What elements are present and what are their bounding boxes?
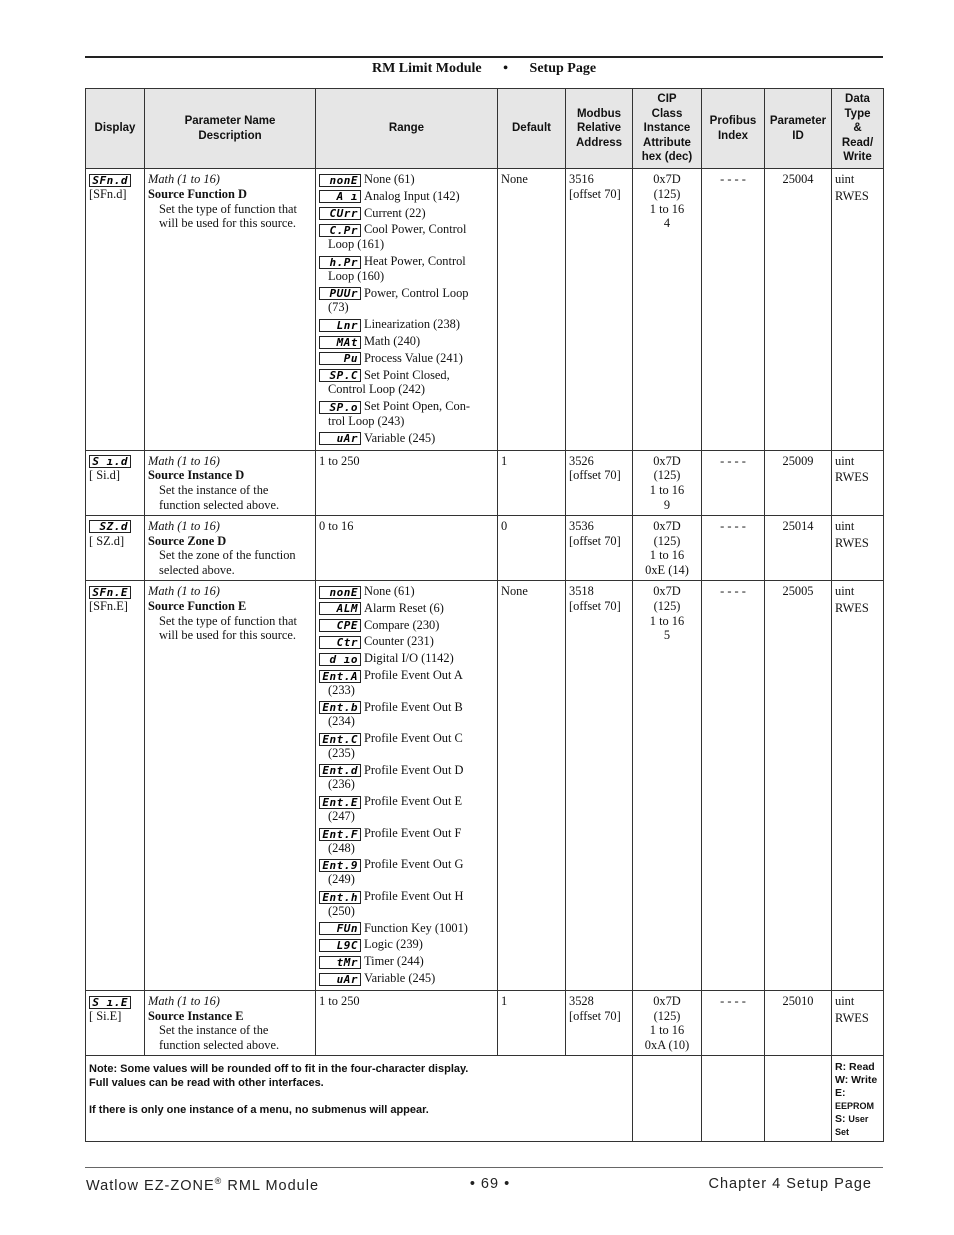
- lcd-display: ALM: [319, 602, 361, 615]
- legend-eeprom: EEPROM: [835, 1101, 875, 1112]
- parameter-description: Set the type of function that will be used for this source.: [159, 201, 297, 231]
- range-option: [319, 189, 494, 204]
- data-type-cell: [832, 990, 884, 1055]
- range-option: [319, 700, 494, 730]
- lcd-display: S ı.E: [89, 996, 131, 1009]
- lcd-display: nonE: [319, 586, 361, 599]
- lcd-display: Ent.F: [319, 828, 361, 841]
- description-cell: [145, 580, 316, 990]
- range-option-continuation: Loop (160): [328, 268, 385, 283]
- display-code: [SFn.E]: [89, 598, 128, 613]
- range-text: 1 to 250: [319, 993, 360, 1008]
- cip-line: (125): [653, 468, 681, 483]
- legend-cell: [832, 1056, 884, 1142]
- range-option: [319, 971, 494, 986]
- lcd-display: SZ.d: [89, 520, 131, 533]
- legend-key: E:: [835, 1087, 846, 1100]
- range-cell: [316, 515, 498, 580]
- range-option: [319, 431, 494, 446]
- range-option: [319, 921, 494, 936]
- cip-cell: [633, 450, 702, 515]
- lcd-display: CUrr: [319, 207, 361, 220]
- range-option-continuation: (248): [328, 840, 355, 855]
- range-option-label: Set Point Open, Con-: [364, 399, 471, 414]
- data-type-cell: [832, 580, 884, 990]
- range-option-label: Analog Input (142): [364, 188, 460, 203]
- legend-user-set: User Set: [835, 1114, 869, 1138]
- range-option: [319, 763, 494, 793]
- range-option-label: Digital I/O (1142): [364, 651, 454, 666]
- range-option-label: Variable (245): [364, 430, 436, 445]
- range-cell: [316, 580, 498, 990]
- range-option-label: Profile Event Out G: [364, 857, 464, 872]
- range-option-continuation: (250): [328, 903, 355, 918]
- range-option-label: Math (240): [364, 333, 421, 348]
- lcd-display: Ent.9: [319, 859, 361, 872]
- read-write: RWES: [835, 535, 869, 550]
- description-cell: [145, 515, 316, 580]
- footer-chapter: Chapter 4 Setup Page: [708, 1176, 872, 1192]
- cip-line: 9: [663, 497, 671, 512]
- range-option-label: Profile Event Out A: [364, 667, 463, 682]
- lcd-display: PUUr: [319, 287, 361, 300]
- empty-cell: [633, 1056, 702, 1142]
- lcd-display: A ı: [319, 190, 361, 203]
- display-code: [SFn.d]: [89, 186, 127, 201]
- profibus-cell: - - - -: [702, 580, 765, 990]
- range-option-label: Counter (231): [364, 634, 434, 649]
- description-cell: [145, 169, 316, 451]
- cip-line: 1 to 16: [649, 483, 685, 498]
- modbus-offset: [offset 70]: [569, 533, 621, 548]
- lcd-display: Ent.b: [319, 701, 361, 714]
- cip-line: 0x7D: [653, 453, 681, 468]
- range-option-label: Profile Event Out C: [364, 731, 463, 746]
- description-cell: [145, 990, 316, 1055]
- range-option-label: Set Point Closed,: [364, 367, 450, 382]
- legend-key: S:: [835, 1113, 846, 1126]
- range-option-label: Current (22): [364, 205, 426, 220]
- cip-line: 0xA (10): [644, 1038, 690, 1053]
- lcd-display: SFn.d: [89, 174, 131, 187]
- lcd-display: Pu: [319, 352, 361, 365]
- range-option-label: Profile Event Out H: [364, 889, 464, 904]
- parameter-description: Set the type of function that will be used for this source.: [159, 613, 297, 643]
- lcd-display: Ent.h: [319, 891, 361, 904]
- range-option: [319, 351, 494, 366]
- display-cell: [86, 515, 145, 580]
- profibus-cell: - - - -: [702, 990, 765, 1055]
- lcd-display: S ı.d: [89, 455, 131, 468]
- footer-left: [86, 1176, 319, 1194]
- col-header: Profibus Index: [702, 89, 765, 169]
- cip-line: 1 to 16: [649, 201, 685, 216]
- note-line: If there is only one instance of a menu, no submenus will appear.: [89, 1104, 429, 1117]
- range-option: [319, 317, 494, 332]
- legend-write: Write: [851, 1074, 878, 1087]
- math-range: Math (1 to 16): [148, 453, 220, 468]
- range-option-label: Linearization (238): [364, 317, 460, 332]
- modbus-address: 3526: [569, 453, 594, 468]
- range-option: [319, 731, 494, 761]
- range-cell: [316, 990, 498, 1055]
- lcd-display: d ıo: [319, 653, 361, 666]
- display-code: [ Si.E]: [89, 1008, 122, 1023]
- cip-cell: [633, 169, 702, 451]
- cip-line: 1 to 16: [649, 548, 685, 563]
- cip-line: 0x7D: [653, 518, 681, 533]
- page-header: [85, 61, 883, 77]
- range-option: [319, 584, 494, 599]
- top-rule: [85, 56, 883, 58]
- table-row: [86, 450, 884, 515]
- profibus-cell: - - - -: [702, 169, 765, 451]
- display-cell: [86, 580, 145, 990]
- bottom-rule: [85, 1167, 883, 1168]
- table-row: [86, 580, 884, 990]
- registered-mark: ®: [214, 1176, 223, 1186]
- parameter-name: Source Function D: [148, 186, 247, 201]
- modbus-cell: [566, 515, 633, 580]
- cip-cell: [633, 990, 702, 1055]
- display-cell: [86, 450, 145, 515]
- profibus-cell: - - - -: [702, 450, 765, 515]
- range-option-label: Cool Power, Control: [364, 222, 467, 237]
- cip-cell: [633, 580, 702, 990]
- default-cell: None: [498, 580, 566, 990]
- lcd-display: tMr: [319, 956, 361, 969]
- range-option-label: Function Key (1001): [364, 920, 468, 935]
- cip-line: 4: [663, 216, 671, 231]
- legend-key: R:: [835, 1061, 847, 1074]
- cip-line: (125): [653, 598, 681, 613]
- parameter-name: Source Zone D: [148, 533, 227, 548]
- default-cell: 0: [498, 515, 566, 580]
- data-type-cell: [832, 515, 884, 580]
- range-option: [319, 172, 494, 187]
- note-line: Note: Some values will be rounded off to fit in the four-character display.: [89, 1063, 469, 1076]
- col-header: Parameter ID: [765, 89, 832, 169]
- range-option-continuation: trol Loop (243): [328, 413, 405, 428]
- range-option: [319, 651, 494, 666]
- range-option: [319, 368, 494, 398]
- modbus-address: 3518: [569, 583, 594, 598]
- range-option: [319, 206, 494, 221]
- parameter-id-cell: 25005: [765, 580, 832, 990]
- range-option-continuation: (247): [328, 809, 355, 824]
- lcd-display: Ctr: [319, 636, 361, 649]
- table-row: [86, 990, 884, 1055]
- range-option: [319, 399, 494, 429]
- description-cell: [145, 450, 316, 515]
- modbus-cell: [566, 580, 633, 990]
- default-cell: None: [498, 169, 566, 451]
- range-option: [319, 634, 494, 649]
- range-option-label: None (61): [364, 172, 415, 186]
- cip-line: 0x7D: [653, 583, 681, 598]
- display-cell: [86, 990, 145, 1055]
- col-header: Range: [316, 89, 498, 169]
- col-header: CIP Class Instance Attribute hex (dec): [633, 89, 702, 169]
- cip-line: 1 to 16: [649, 613, 685, 628]
- range-option-continuation: (73): [328, 300, 349, 315]
- modbus-offset: [offset 70]: [569, 1008, 621, 1023]
- math-range: Math (1 to 16): [148, 583, 220, 598]
- lcd-display: uAr: [319, 432, 361, 445]
- range-option: [319, 826, 494, 856]
- cip-line: 5: [663, 628, 671, 643]
- lcd-display: Ent.C: [319, 733, 361, 746]
- parameter-id-cell: 25009: [765, 450, 832, 515]
- lcd-display: C.Pr: [319, 224, 361, 237]
- data-type-cell: [832, 169, 884, 451]
- lcd-display: CPE: [319, 619, 361, 632]
- range-option-label: Heat Power, Control: [364, 253, 466, 268]
- range-option-label: Profile Event Out F: [364, 825, 462, 840]
- parameter-name: Source Instance D: [148, 468, 245, 483]
- note-cell: [86, 1056, 633, 1142]
- parameter-id-cell: 25014: [765, 515, 832, 580]
- range-option: [319, 889, 494, 919]
- range-option: [319, 286, 494, 316]
- range-option: [319, 222, 494, 252]
- data-type: uint: [835, 518, 855, 533]
- data-type: uint: [835, 583, 855, 598]
- lcd-display: SP.C: [319, 369, 361, 382]
- lcd-display: Lnr: [319, 319, 361, 332]
- table-header-row: [86, 89, 884, 169]
- range-option-continuation: (235): [328, 745, 355, 760]
- range-option-continuation: Loop (161): [328, 237, 385, 252]
- lcd-display: L9C: [319, 939, 361, 952]
- range-option-continuation: (234): [328, 714, 355, 729]
- note-row: [86, 1056, 884, 1142]
- range-option-label: Profile Event Out B: [364, 699, 463, 714]
- data-type: uint: [835, 453, 855, 468]
- range-option-label: Compare (230): [364, 617, 440, 632]
- read-write: RWES: [835, 1010, 869, 1025]
- header-bullet: •: [503, 61, 509, 76]
- range-option-continuation: (236): [328, 777, 355, 792]
- header-module: RM Limit Module: [371, 61, 482, 76]
- range-text: 0 to 16: [319, 518, 354, 533]
- legend-key: W:: [835, 1074, 849, 1087]
- data-type-cell: [832, 450, 884, 515]
- modbus-offset: [offset 70]: [569, 468, 621, 483]
- range-cell: [316, 450, 498, 515]
- cip-cell: [633, 515, 702, 580]
- range-option-label: Power, Control Loop: [364, 285, 469, 300]
- lcd-display: uAr: [319, 973, 361, 986]
- empty-cell: [765, 1056, 832, 1142]
- modbus-address: 3528: [569, 993, 594, 1008]
- footer-product: Watlow EZ-ZONE: [86, 1177, 215, 1194]
- header-page: Setup Page: [529, 61, 597, 76]
- range-option-label: Variable (245): [364, 971, 436, 986]
- parameter-id-cell: 25004: [765, 169, 832, 451]
- lcd-display: Ent.A: [319, 670, 361, 683]
- range-option: [319, 668, 494, 698]
- parameter-description: Set the zone of the function selected above.: [159, 548, 296, 578]
- parameter-name: Source Function E: [148, 598, 247, 613]
- lcd-display: FUn: [319, 922, 361, 935]
- range-option: [319, 254, 494, 284]
- default-cell: 1: [498, 990, 566, 1055]
- display-cell: [86, 169, 145, 451]
- default-cell: 1: [498, 450, 566, 515]
- legend-read: Read: [849, 1061, 875, 1074]
- footer-page-number: • 69 •: [469, 1176, 511, 1192]
- math-range: Math (1 to 16): [148, 993, 220, 1008]
- range-option: [319, 618, 494, 633]
- math-range: Math (1 to 16): [148, 172, 220, 186]
- range-option: [319, 334, 494, 349]
- parameter-id-cell: 25010: [765, 990, 832, 1055]
- footer-module: RML Module: [227, 1177, 320, 1194]
- col-header: Data Type & Read/ Write: [832, 89, 884, 169]
- parameter-description: Set the instance of the function selected above.: [159, 1023, 280, 1053]
- range-option-label: Timer (244): [364, 954, 424, 969]
- range-option-label: Profile Event Out D: [364, 762, 464, 777]
- modbus-address: 3536: [569, 518, 594, 533]
- range-option: [319, 954, 494, 969]
- cip-line: 0xE (14): [645, 563, 689, 578]
- col-header: Parameter Name Description: [145, 89, 316, 169]
- cip-line: (125): [653, 186, 681, 201]
- col-header: Display: [86, 89, 145, 169]
- read-write: RWES: [835, 470, 869, 485]
- range-option-continuation: (249): [328, 872, 355, 887]
- lcd-display: h.Pr: [319, 256, 361, 269]
- range-option-label: None (61): [364, 583, 415, 598]
- col-header: Modbus Relative Address: [566, 89, 633, 169]
- col-header: Default: [498, 89, 566, 169]
- modbus-address: 3516: [569, 172, 594, 186]
- empty-cell: [702, 1056, 765, 1142]
- cip-line: (125): [653, 1008, 681, 1023]
- range-text: 1 to 250: [319, 453, 360, 468]
- table-row: [86, 169, 884, 451]
- range-option-label: Logic (239): [364, 937, 423, 952]
- parameter-description: Set the instance of the function selected above.: [159, 483, 280, 512]
- modbus-offset: [offset 70]: [569, 598, 621, 613]
- display-code: [ Si.d]: [89, 468, 120, 483]
- lcd-display: Ent.d: [319, 764, 361, 777]
- profibus-cell: - - - -: [702, 515, 765, 580]
- modbus-cell: [566, 169, 633, 451]
- lcd-display: nonE: [319, 174, 361, 187]
- range-option-label: Alarm Reset (6): [364, 600, 444, 615]
- lcd-display: Ent.E: [319, 796, 361, 809]
- range-cell: [316, 169, 498, 451]
- math-range: Math (1 to 16): [148, 518, 220, 533]
- range-option-label: Process Value (241): [364, 350, 463, 365]
- cip-line: 0x7D: [653, 993, 681, 1008]
- range-option-continuation: (233): [328, 682, 355, 697]
- table-row: [86, 515, 884, 580]
- range-option: [319, 857, 494, 887]
- modbus-cell: [566, 990, 633, 1055]
- range-option-label: Profile Event Out E: [364, 794, 463, 809]
- data-type: uint: [835, 993, 855, 1008]
- modbus-offset: [offset 70]: [569, 186, 621, 201]
- cip-line: 1 to 16: [649, 1023, 685, 1038]
- lcd-display: SP.o: [319, 401, 361, 414]
- data-type: uint: [835, 172, 855, 186]
- range-option: [319, 601, 494, 616]
- cip-line: 0x7D: [653, 172, 681, 186]
- range-option: [319, 794, 494, 824]
- note-line: Full values can be read with other interfaces.: [89, 1077, 324, 1090]
- lcd-display: SFn.E: [89, 586, 131, 599]
- range-option-continuation: Control Loop (242): [328, 382, 426, 397]
- lcd-display: MAt: [319, 336, 361, 349]
- cip-line: (125): [653, 533, 681, 548]
- read-write: RWES: [835, 600, 869, 615]
- range-option: [319, 937, 494, 952]
- modbus-cell: [566, 450, 633, 515]
- parameter-table: [85, 88, 884, 1142]
- display-code: [ SZ.d]: [89, 533, 125, 548]
- read-write: RWES: [835, 188, 869, 203]
- parameter-name: Source Instance E: [148, 1008, 244, 1023]
